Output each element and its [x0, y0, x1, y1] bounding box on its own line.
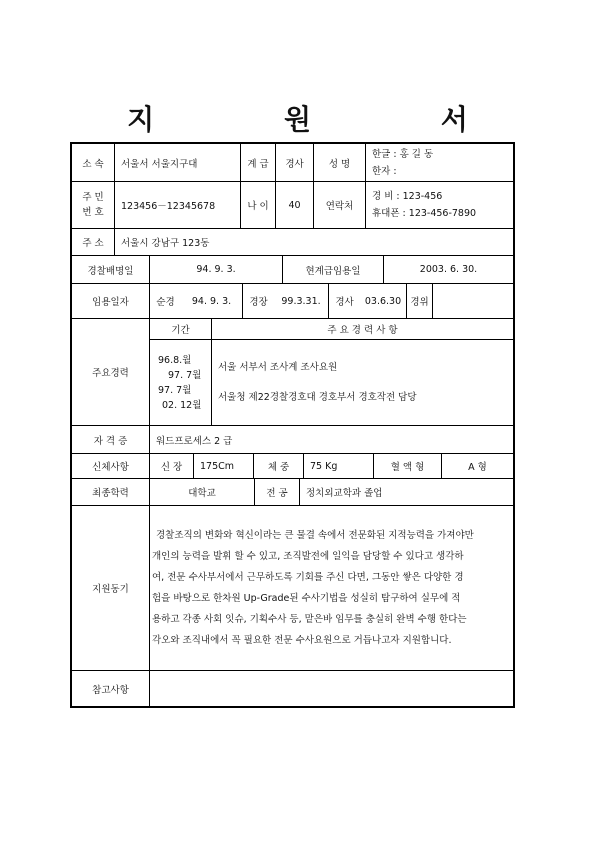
career-items: [212, 339, 513, 426]
career-header: [150, 319, 513, 340]
row-motivation: [72, 506, 513, 671]
career-item: 서울 서부서 조사계 조사요원: [218, 361, 338, 373]
motive-line: 개인의 능력을 발휘 할 수 있고, 조직발전에 일익을 담당할 수 있다고 생각하: [152, 551, 464, 562]
period-header: 기간: [150, 319, 212, 339]
dept-value: 서울서 서울지구대: [115, 144, 241, 181]
rank3-label: 경사: [335, 297, 354, 308]
row-career: [72, 319, 513, 426]
appoint-label: 경찰배명일: [72, 256, 150, 283]
age-value: 40: [276, 182, 314, 228]
height-value: 175Cm: [194, 454, 254, 478]
career-body: [150, 339, 513, 426]
blood-label: 혈 액 형: [374, 454, 442, 478]
current-rank-label: 현계급임용일: [283, 256, 384, 283]
motivation-text: [150, 506, 513, 670]
career-item: 서울청 제22경찰경호대 경호부서 경호작전 담당: [218, 391, 417, 403]
career-label: 주요경력: [72, 319, 150, 425]
weight-label: 체 중: [254, 454, 304, 478]
row-appointment: [72, 256, 513, 284]
contact-label: 연락처: [314, 182, 366, 228]
row-address: [72, 229, 513, 256]
row-affiliation: [72, 144, 513, 182]
cert-value: 워드프로세스 2 급: [156, 435, 233, 447]
row-promotion: [72, 284, 513, 319]
motivation-label: 지원동기: [72, 506, 150, 670]
career-periods: [150, 339, 212, 426]
motive-line: 각오와 조직내에서 꼭 필요한 전문 수사요원으로 거듭나고자 지원합니다.: [152, 635, 452, 646]
row-remarks: [72, 671, 513, 706]
period-end-1: 97. 7월: [168, 369, 202, 381]
current-rank-value: 2003. 6. 30.: [419, 264, 478, 275]
motive-line: 여, 전문 수사부서에서 근무하도록 기회를 주신 다면, 그동안 쌓은 다양한 경: [152, 572, 464, 583]
physical-label: 신체사항: [72, 454, 150, 478]
contact-value: [366, 182, 513, 228]
promotion-label: 임용일자: [72, 284, 150, 318]
rank1-label: 순경: [156, 297, 175, 308]
application-form: [70, 142, 515, 708]
period-start-2: 97. 7월: [158, 384, 192, 396]
major-value: 정치외교학과 졸업: [306, 488, 383, 499]
phone-value: 경 비 : 123-456: [372, 191, 443, 202]
rank2-label: 경장: [249, 297, 268, 308]
id-value: 123456－12345678: [115, 182, 241, 228]
period-start-1: 96.8.월: [158, 354, 192, 366]
row-physical: [72, 454, 513, 479]
career-content-header: 주 요 경 력 사 항: [327, 325, 398, 336]
cert-label: 자 격 증: [72, 426, 150, 453]
motive-line: 용하고 각종 사회 잇슈, 기획수사 등, 맡은바 임무를 충실히 완벽 수행 한다는: [152, 614, 467, 625]
dept-label: 소 속: [72, 144, 115, 181]
school-value: 대학교: [150, 479, 255, 505]
row-education: [72, 479, 513, 506]
name-hanja: 한자 :: [372, 165, 397, 177]
name-korean: 한글 : 홍 길 동: [372, 148, 434, 160]
id-label-line1: 주 민: [82, 192, 104, 203]
rank2-date: 99.3.31.: [274, 284, 329, 318]
row-id: [72, 182, 513, 229]
education-label: 최종학력: [72, 479, 150, 505]
rank-label: 계 급: [241, 144, 276, 181]
address-value: 서울시 강남구 123동: [121, 238, 210, 249]
motive-line: 험을 바탕으로 한차원 Up-Grade된 수사기법을 성실히 탐구하여 실무에 적: [152, 593, 461, 604]
remarks-label: 참고사항: [72, 671, 150, 706]
blood-value: A 형: [468, 462, 487, 473]
id-label: [72, 182, 115, 228]
weight-value: 75 Kg: [304, 454, 374, 478]
height-label: 신 장: [150, 454, 194, 478]
rank4-label: 경위: [407, 284, 433, 318]
row-certificate: [72, 426, 513, 454]
motive-line: 경찰조직의 변화와 혁신이라는 큰 물결 속에서 전문화된 지적능력을 가져야만: [156, 530, 474, 541]
name-label: 성 명: [314, 144, 366, 181]
age-label: 나 이: [241, 182, 276, 228]
mobile-value: 휴대폰 : 123-456-7890: [372, 208, 477, 219]
rank-value: 경사: [276, 144, 314, 181]
name-value: [366, 144, 513, 181]
remarks-value: [150, 671, 513, 706]
id-label-line2: 번 호: [82, 207, 104, 218]
appoint-value: 94. 9. 3.: [150, 256, 283, 283]
rank1-date: 94. 9. 3.: [181, 284, 243, 318]
address-label: 주 소: [72, 229, 115, 255]
rank3-date: 03.6.30: [360, 284, 407, 318]
period-end-2: 02. 12월: [162, 399, 202, 411]
major-label: 전 공: [255, 479, 300, 505]
rank4-date: [433, 284, 513, 318]
document-title: 지 원 서: [127, 103, 528, 136]
